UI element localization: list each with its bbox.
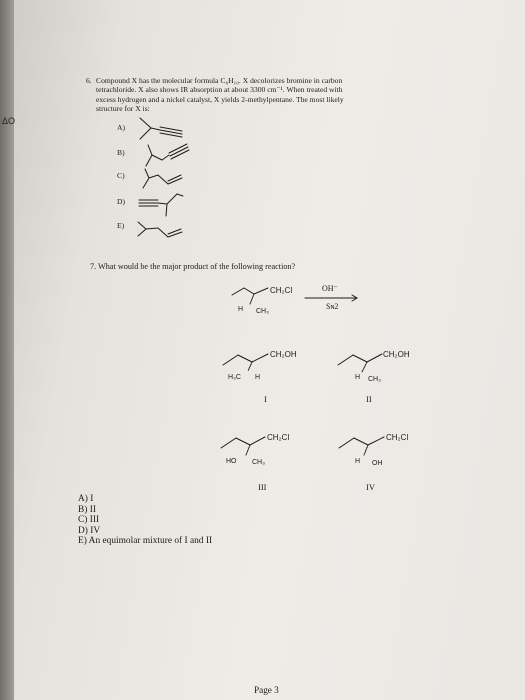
answer-choice-e: E) An equimolar mixture of I and II: [78, 536, 213, 547]
question-6-line: structure for X is:: [96, 104, 150, 114]
product-label-iv: IV: [366, 482, 375, 492]
product-iv-oh: OH: [372, 460, 383, 467]
product-iv-h: H: [355, 458, 361, 465]
reactant-ch2cl: CH₂Cl: [270, 286, 293, 295]
condition-label: Sɴ2: [326, 302, 339, 311]
product-iii-ho: HO: [226, 458, 237, 465]
structure-reactant: [232, 286, 292, 315]
question-6-line: Compound X has the molecular formula C₆H₁₀. X decolorizes bromine in carbon: [96, 76, 343, 85]
structure-product-iv: [339, 433, 408, 467]
product-iv-ch2cl: CH₂Cl: [386, 433, 409, 442]
reactant-h: H: [238, 306, 244, 313]
product-ii-h: H: [355, 374, 361, 381]
structure-product-i: [223, 350, 297, 381]
structure-option-a: [140, 118, 182, 139]
product-label-ii: II: [366, 394, 372, 404]
product-label-iii: III: [258, 482, 267, 492]
margin-mark: ΔO: [2, 116, 16, 126]
page-number: Page 3: [254, 685, 279, 695]
reactant-ch3: CH₃: [256, 308, 269, 315]
product-label-i: I: [264, 394, 267, 404]
product-iii-ch3: CH₃: [252, 459, 265, 466]
structure-option-b: [146, 144, 189, 166]
question-7-stem: 7. What would be the major product of the following reaction?: [90, 262, 296, 271]
answer-choice-a: A) I: [78, 494, 94, 504]
structure-option-d: [139, 194, 183, 216]
answer-choice-b: B) II: [78, 504, 96, 515]
answer-choice-c: C) III: [78, 515, 100, 526]
product-i-ch2oh: CH₂OH: [270, 350, 297, 359]
product-i-h3c: H₃C: [228, 374, 241, 381]
reagent-label: OH⁻: [322, 284, 338, 293]
structure-option-e: [138, 222, 182, 237]
structure-product-iii: [221, 433, 289, 466]
answer-choice-d: D) IV: [78, 525, 101, 536]
structure-product-ii: [338, 350, 410, 383]
option-a-label: A): [117, 123, 126, 132]
product-ii-ch2oh: CH₂OH: [383, 350, 410, 359]
option-b-label: B): [117, 148, 125, 157]
reaction-arrow-icon: [305, 295, 357, 301]
option-d-label: D): [117, 197, 126, 206]
question-6-line: tetrachloride. X also shows IR absorption at about 3300 cm⁻¹. When treated with: [96, 85, 343, 95]
option-e-label: E): [117, 221, 125, 230]
question-6-number: 6.: [86, 76, 92, 85]
product-i-h: H: [255, 374, 261, 381]
structure-option-c: [143, 169, 182, 188]
product-iii-ch2cl: CH₂Cl: [267, 433, 290, 442]
product-ii-ch3: CH₃: [368, 376, 381, 383]
question-6-line: excess hydrogen and a nickel catalyst, X yields 2-methylpentane. The most likely: [96, 94, 344, 104]
option-c-label: C): [117, 171, 125, 180]
